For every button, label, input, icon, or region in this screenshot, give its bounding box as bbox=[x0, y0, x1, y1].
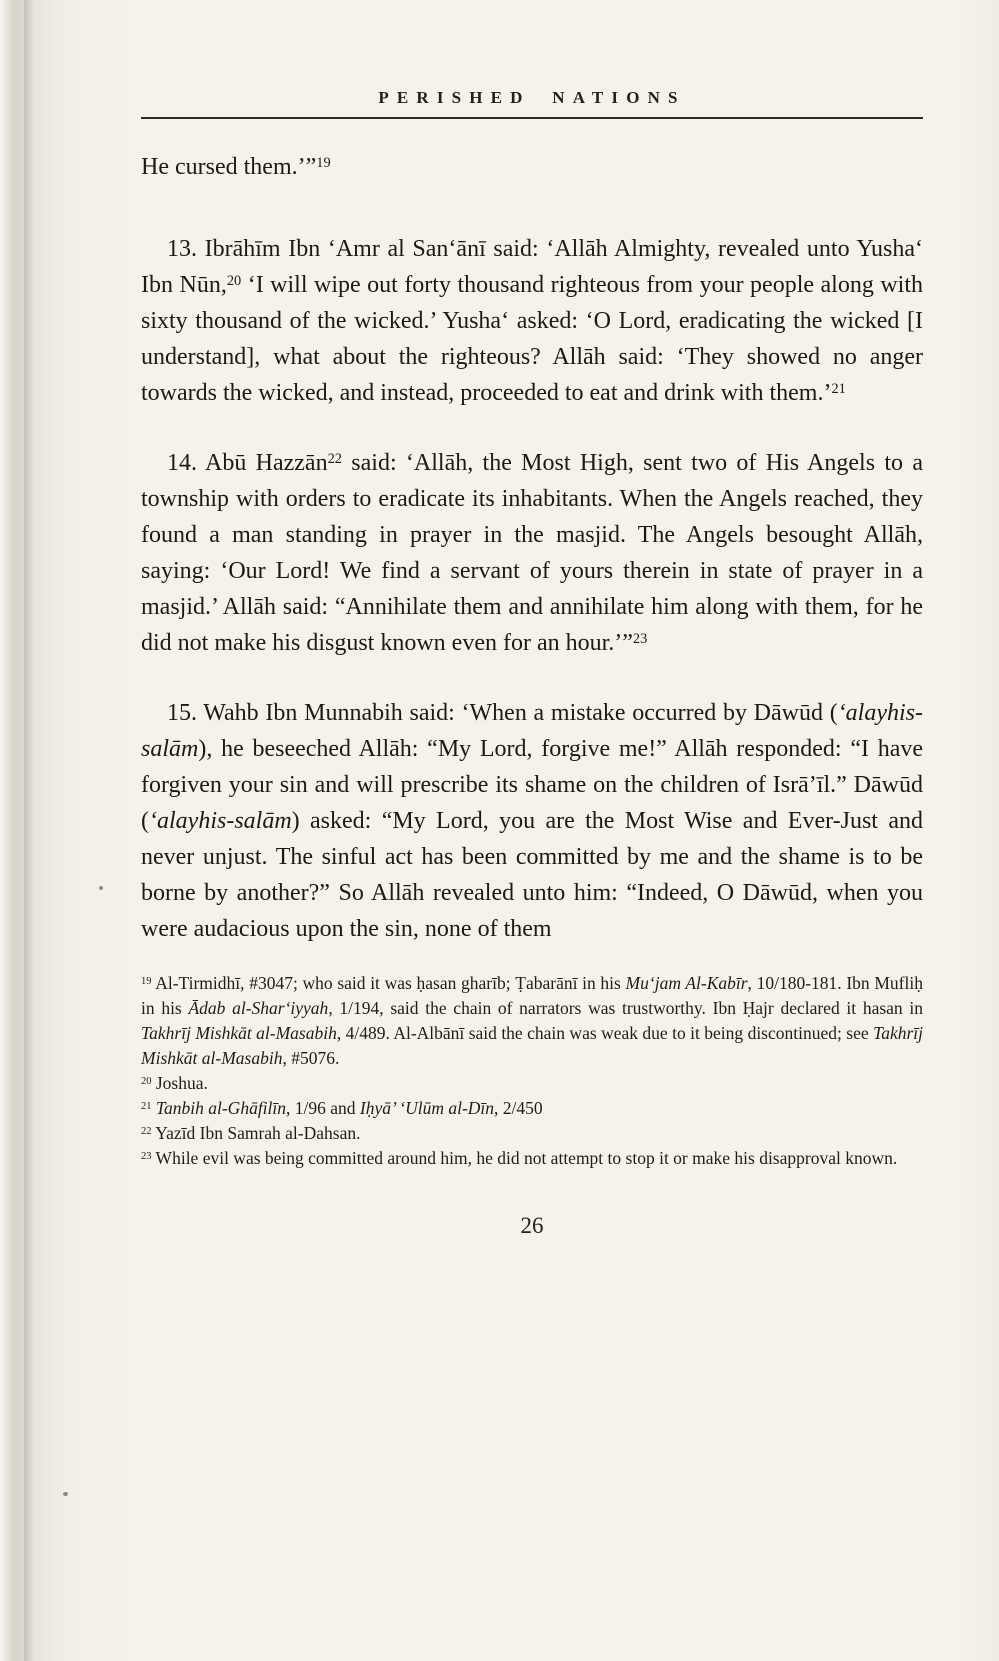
footnotes-block bbox=[141, 971, 923, 1171]
page-content bbox=[141, 0, 923, 1239]
scan-speck bbox=[99, 886, 103, 890]
paragraph-continuation: He cursed them.’”$^{19}$ bbox=[141, 154, 331, 180]
footnote-21: $^{21}$ Tanbih al-Ghāfilīn, 1/96 and Iḥyā’ ‘Ulūm al-Dīn, 2/450 bbox=[141, 1098, 543, 1118]
page-number: 26 bbox=[520, 1213, 544, 1238]
paragraph-14: 14. Abū Hazzān$^{22}$ said: ‘Allāh, the Most High, sent two of His Angels to a township with orders to eradicate its inhabitants. When the Angels reached, they found a man standing in prayer in the masjid. The Angels besought Allāh, saying: ‘Our Lord! We find a servant of yours therein in state of prayer in a masjid.’ Allāh said: “Annihilate them and annihilate him along with them, for he did not make his disgust known even for an hour.’”$^{23}$ bbox=[141, 450, 923, 656]
footnote-23: $^{23}$ While evil was being committed around him, he did not attempt to stop it or make his disapproval known. bbox=[141, 1148, 898, 1168]
running-header: PERISHED NATIONS bbox=[378, 88, 686, 107]
paragraph-13: 13. Ibrāhīm Ibn ‘Amr al San‘ānī said: ‘Allāh Almighty, revealed unto Yusha‘ Ibn Nūn,$^{20}$ ‘I will wipe out forty thousand righteous from your people along with sixty thousand of the wicked.’ Yusha‘ asked: ‘O Lord, eradicating the wicked [I understand], what about the righteous? Allāh said: ‘They showed no anger towards the wicked, and instead, proceeded to eat and drink with them.’$^{21}$ bbox=[141, 236, 923, 406]
footnote-22: $^{22}$ Yazīd Ibn Samrah al-Dahsan. bbox=[141, 1123, 361, 1143]
header-rule bbox=[141, 117, 923, 119]
scan-speck bbox=[63, 1492, 68, 1496]
footnote-19: $^{19}$ Al-Tirmidhī, #3047; who said it was ḥasan gharīb; Ṭabarānī in his Mu‘jam Al-Kabīr, 10/180-181. Ibn Mufliḥ in his Ādab al-Shar‘iyyah, 1/194, said the chain of narrators was trustworthy. Ibn Ḥajr declared it hasan in Takhrīj Mishkāt al-Masabih, 4/489. Al-Albānī said the chain was weak due to it being discontinued; see Takhrīj Mishkāt al-Masabih, #5076. bbox=[141, 973, 923, 1068]
paragraph-15: 15. Wahb Ibn Munnabih said: ‘When a mistake occurred by Dāwūd (‘alayhis-salām), he beseeched Allāh: “My Lord, forgive me!” Allāh responded: “I have forgiven your sin and will prescribe its shame on the children of Isrā’īl.” Dāwūd (‘alayhis-salām) asked: “My Lord, you are the Most Wise and Ever-Just and never unjust. The sinful act has been committed by me and the shame is to be borne by another?” So Allāh revealed unto him: “Indeed, O Dāwūd, when you were audacious upon the sin, none of them bbox=[141, 700, 923, 942]
footnote-20: $^{20}$ Joshua. bbox=[141, 1073, 208, 1093]
scan-edge-shadow bbox=[24, 0, 34, 1661]
